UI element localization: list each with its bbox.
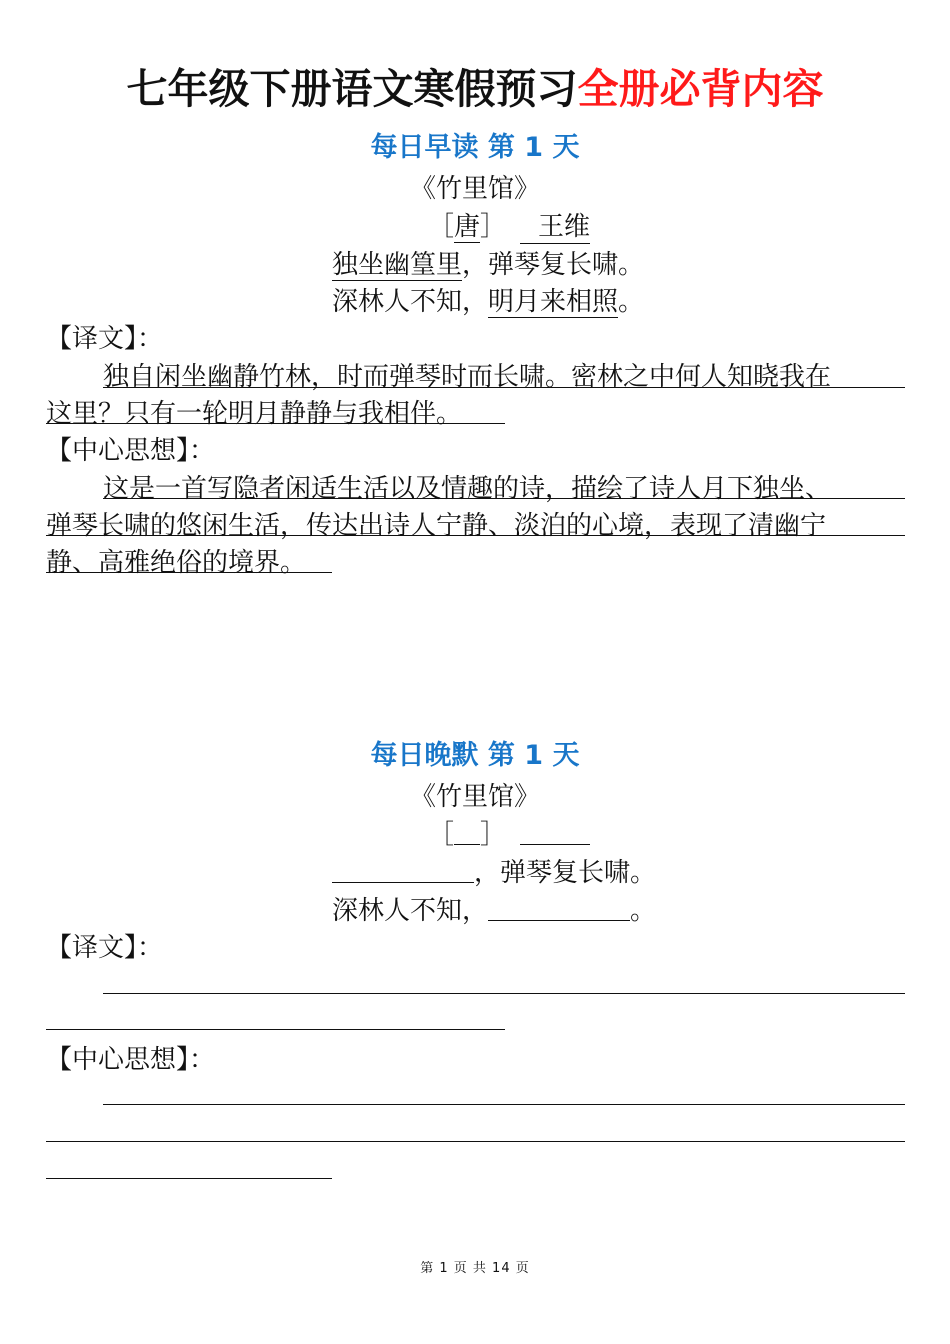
- author: 王维: [520, 206, 590, 244]
- evening-poem-line-1: [332, 852, 656, 889]
- morning-poem-line-1: [332, 244, 644, 281]
- dynasty-blank[interactable]: [454, 814, 480, 845]
- translation-blank-line-2[interactable]: [46, 1029, 505, 1030]
- morning-attribution: [428, 206, 590, 244]
- evening-poem-title: 《竹里馆》: [409, 782, 540, 812]
- underline-rule: [103, 498, 905, 499]
- page-title: [0, 56, 950, 115]
- evening-heading: 每日晚默 第 1 天: [370, 740, 580, 771]
- bracket-open: ［: [428, 820, 455, 850]
- morning-theme-label: 【中心思想】：: [46, 436, 216, 466]
- underline-rule: [46, 535, 905, 536]
- bracket-close: ］: [480, 820, 507, 850]
- morning-theme-line-3: 静、高雅绝俗的境界。: [46, 548, 307, 578]
- underline-rule: [103, 387, 905, 388]
- line2-start: 深林人不知，: [332, 287, 489, 317]
- morning-translation-label: 【译文】：: [46, 324, 164, 354]
- bracket-open: ［: [428, 212, 455, 242]
- line2-underlined: 明月来相照: [488, 287, 619, 317]
- line2-end: 。: [630, 896, 657, 926]
- morning-theme-line-2: 弹琴长啸的悠闲生活，传达出诗人宁静、淡泊的心境，表现了清幽宁: [46, 511, 827, 541]
- title-highlight: 全册必背内容: [577, 65, 824, 113]
- morning-heading: 每日早读 第 1 天: [370, 132, 580, 163]
- evening-translation-label: 【译文】：: [46, 933, 164, 963]
- underline-rule: [46, 423, 505, 424]
- page-footer: 第 1 页 共 14 页: [420, 1261, 530, 1276]
- morning-translation-line-1: 独自闲坐幽静竹林，时而弹琴时而长啸。密林之中何人知晓我在: [103, 362, 832, 392]
- theme-blank-line-3[interactable]: [46, 1178, 332, 1179]
- morning-poem-title: 《竹里馆》: [409, 174, 540, 204]
- evening-attribution: [428, 814, 590, 851]
- morning-theme-line-1: 这是一首写隐者闲适生活以及情趣的诗，描绘了诗人月下独坐、: [103, 474, 832, 504]
- dynasty: 唐: [454, 212, 481, 242]
- line1-underlined: 独坐幽篁里: [332, 250, 463, 280]
- morning-translation-line-2: 这里？只有一轮明月静静与我相伴。: [46, 399, 463, 429]
- line1-rest: ，弹琴复长啸。: [474, 858, 657, 888]
- underline-rule: [46, 572, 332, 573]
- author-blank[interactable]: [520, 814, 590, 845]
- line1-blank[interactable]: [332, 852, 474, 883]
- title-main: 七年级下册语文寒假预习: [126, 65, 578, 113]
- translation-blank-line-1[interactable]: [103, 993, 905, 994]
- line1-rest: ，弹琴复长啸。: [462, 250, 645, 280]
- line2-start: 深林人不知，: [332, 896, 489, 926]
- bracket-close: ］: [480, 212, 507, 242]
- line2-blank[interactable]: [488, 890, 630, 921]
- line2-end: 。: [618, 287, 645, 317]
- theme-blank-line-1[interactable]: [103, 1104, 905, 1105]
- evening-poem-line-2: [332, 890, 656, 927]
- morning-poem-line-2: [332, 281, 644, 318]
- theme-blank-line-2[interactable]: [46, 1141, 905, 1142]
- evening-theme-label: 【中心思想】：: [46, 1045, 216, 1075]
